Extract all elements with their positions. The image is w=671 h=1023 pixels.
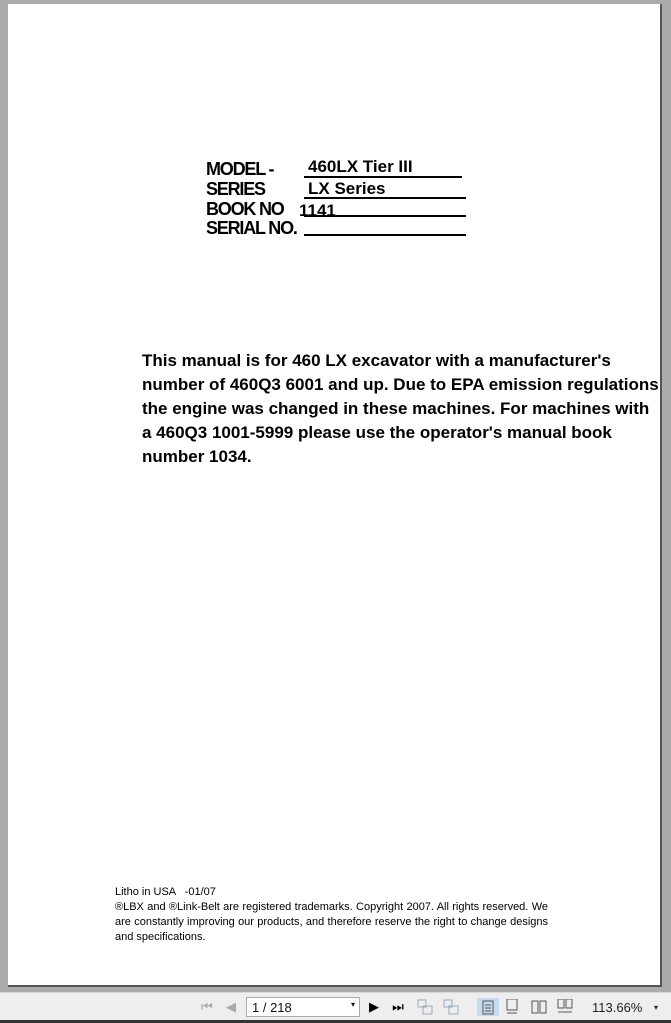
legal-text: ®LBX and ®Link-Belt are registered trademarks. Copyright 2007. All rights reserved. We are constantly improving our products, and therefore reserve the right to change designs and specifications. — [115, 901, 548, 943]
page-number-input[interactable] — [246, 997, 360, 1017]
single-page-view-icon[interactable] — [477, 998, 499, 1016]
series-value: LX Series — [308, 179, 386, 198]
model-label: MODEL - — [206, 159, 274, 179]
pdf-page — [8, 4, 662, 987]
manual-notice: This manual is for 460 LX excavator with a manufacturer's number of 460Q3 6001 and up. Due to EPA emission regulations the engine was changed in these machines. For machines with a 460Q3 1001-5999 please use the operator's manual book number 1034. — [142, 351, 659, 466]
series-label: SERIES — [206, 179, 265, 199]
last-page-icon[interactable]: ⏭ — [392, 999, 404, 1014]
page-number-value: 1 / 218 — [252, 1000, 292, 1015]
model-underline — [304, 176, 462, 178]
serial-underline — [304, 234, 466, 236]
book-label: BOOK NO — [206, 199, 284, 219]
footer — [115, 885, 548, 945]
litho-line: Litho in USA -01/07 — [115, 886, 216, 898]
previous-view-icon[interactable] — [416, 998, 434, 1016]
next-page-icon[interactable]: ▶ — [369, 999, 379, 1014]
first-page-icon[interactable]: ⏮ — [201, 999, 213, 1014]
chevron-down-icon[interactable]: ▾ — [350, 1000, 355, 1009]
next-view-icon[interactable] — [442, 998, 460, 1016]
continuous-view-icon[interactable] — [503, 998, 521, 1016]
book-underline — [304, 215, 466, 217]
two-page-view-icon[interactable] — [530, 998, 548, 1016]
navigation-toolbar — [0, 992, 671, 1020]
zoom-dropdown-icon[interactable]: ▾ — [654, 1002, 659, 1012]
book-value: 1141 — [299, 201, 336, 220]
previous-page-icon[interactable]: ◀ — [226, 999, 236, 1014]
zoom-level[interactable]: 113.66% — [592, 1000, 643, 1015]
serial-label: SERIAL NO. — [206, 218, 297, 238]
model-value: 460LX Tier III — [308, 157, 413, 176]
two-page-continuous-view-icon[interactable] — [556, 998, 574, 1016]
series-underline — [304, 197, 466, 199]
